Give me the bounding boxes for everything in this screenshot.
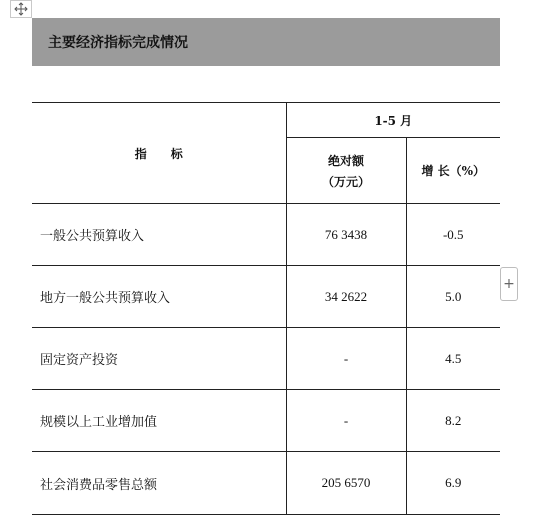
row-growth: 4.5: [406, 328, 500, 390]
row-growth: -0.5: [406, 204, 500, 266]
row-growth: 8.2: [406, 390, 500, 452]
row-value: 34 2622: [286, 266, 406, 328]
header-absolute-label: 绝对额: [327, 153, 364, 168]
row-value: 76 3438: [286, 204, 406, 266]
header-growth: 增 长（%）: [406, 138, 500, 204]
row-label: 一般公共预算收入: [32, 204, 286, 266]
table-row: [32, 328, 500, 390]
row-value: -: [286, 390, 406, 452]
table-row: [32, 204, 500, 266]
header-indicator: 指 标: [32, 103, 286, 204]
table-move-handle[interactable]: [10, 0, 32, 18]
row-label: 地方一般公共预算收入: [32, 266, 286, 328]
row-value: 205 6570: [286, 452, 406, 515]
table-row: [32, 390, 500, 452]
row-growth: 6.9: [406, 452, 500, 515]
row-value: -: [286, 328, 406, 390]
page-title: 主要经济指标完成情况: [48, 35, 188, 51]
header-absolute-unit: （万元）: [321, 174, 370, 189]
header-row-1: [32, 103, 500, 138]
table-row: [32, 452, 500, 515]
section-title-bar: [32, 18, 500, 66]
row-label: 社会消费品零售总额: [32, 452, 286, 515]
add-column-button[interactable]: [500, 267, 518, 301]
header-absolute: [286, 138, 406, 204]
economic-indicators-table: [32, 102, 500, 515]
plus-icon: +: [503, 276, 515, 292]
row-label: 固定资产投资: [32, 328, 286, 390]
move-handle-icon: [14, 2, 28, 16]
row-label: 规模以上工业增加值: [32, 390, 286, 452]
row-growth: 5.0: [406, 266, 500, 328]
table-row: [32, 266, 500, 328]
header-period: 1-5 月: [286, 103, 500, 138]
